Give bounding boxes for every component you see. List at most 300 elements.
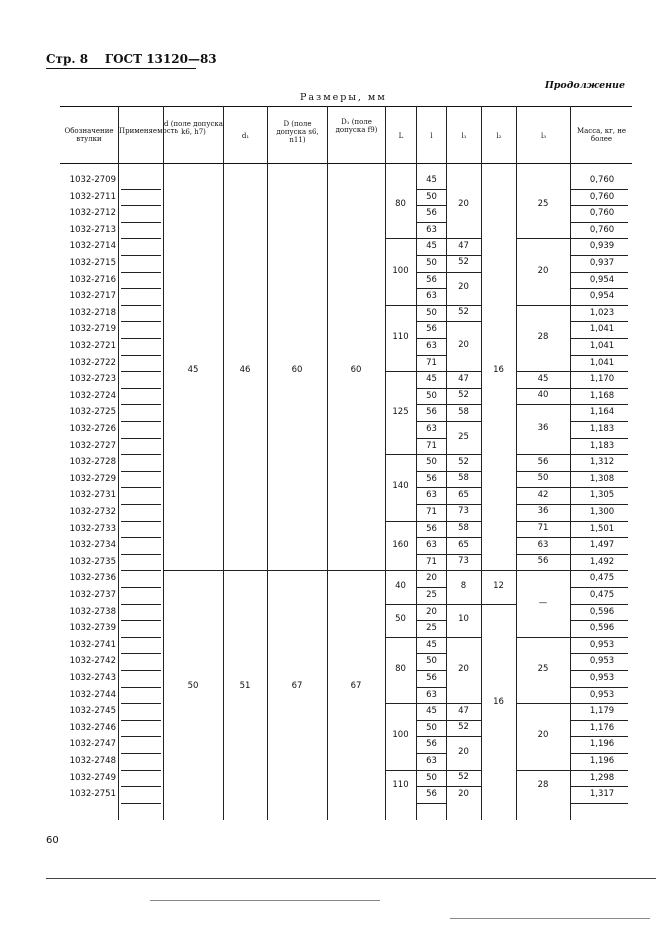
group-rule [385, 570, 416, 571]
mass-cell: 1,170 [589, 374, 615, 385]
header-d1: d₁ [241, 132, 250, 140]
mass-cell: 0,953 [589, 673, 615, 683]
col-divider [327, 106, 328, 820]
group-rule [446, 321, 481, 322]
application-underline [121, 537, 161, 538]
merged-l1-cell: 47 [458, 373, 469, 384]
group-rule [446, 272, 481, 273]
merged-l1-cell: 10 [458, 614, 469, 625]
standard-label: ГОСТ 13120—83 [104, 52, 217, 66]
mass-cell: 1,041 [589, 324, 615, 335]
application-underline [121, 670, 161, 671]
group-rule [516, 637, 570, 638]
l-cell: 25 [426, 623, 437, 634]
merged-l1-cell: 20 [458, 199, 469, 210]
group-rule [446, 703, 481, 704]
application-underline [121, 637, 161, 638]
mass-cell: 1,183 [589, 440, 615, 451]
designation-cell: 1032-2717 [69, 291, 116, 302]
group-rule [446, 471, 481, 472]
l-cell: 45 [426, 374, 437, 385]
mass-cell: 0,596 [589, 606, 615, 617]
merged-D-cell: 60 [291, 365, 303, 376]
merged-l3-cell: 63 [537, 539, 549, 550]
group-rule [446, 255, 481, 256]
merged-l1-cell: 20 [458, 340, 469, 351]
col-divider [163, 106, 164, 820]
application-underline [121, 355, 161, 356]
application-underline [121, 288, 161, 289]
group-rule [267, 570, 327, 571]
designation-cell: 1032-2727 [69, 440, 116, 451]
merged-l2-cell: 16 [493, 697, 504, 708]
application-underline [121, 305, 161, 306]
application-underline [121, 272, 161, 273]
merged-l3-cell: — [538, 597, 548, 608]
merged-l3-cell: 20 [537, 265, 549, 276]
merged-l1-cell: 47 [458, 705, 469, 716]
designation-cell: 1032-2736 [69, 573, 116, 584]
merged-l3-cell: 20 [537, 730, 549, 741]
merged-l2-cell: 16 [493, 365, 504, 376]
group-rule [446, 305, 481, 306]
merged-L-cell: 80 [395, 664, 406, 674]
merged-l1-cell: 52 [458, 456, 469, 467]
designation-cell: 1032-2749 [69, 772, 116, 783]
application-underline [121, 703, 161, 704]
application-underline [121, 753, 161, 754]
application-underline [121, 421, 161, 422]
header-l1: l₁ [461, 132, 467, 140]
col-divider [481, 106, 482, 820]
group-rule [516, 238, 570, 239]
application-underline [121, 454, 161, 455]
group-rule [385, 305, 416, 306]
merged-l3-cell: 56 [537, 556, 549, 567]
group-rule [385, 238, 416, 239]
designation-cell: 1032-2723 [69, 374, 116, 385]
group-rule [481, 570, 516, 571]
group-rule [385, 604, 416, 605]
application-underline [121, 238, 161, 239]
designation-cell: 1032-2746 [69, 722, 116, 733]
application-underline [121, 803, 161, 804]
merged-D1-cell: 60 [350, 365, 362, 376]
l-cell: 50 [426, 656, 437, 667]
l-cell: 63 [426, 224, 437, 235]
mass-cell: 0,596 [589, 623, 615, 634]
group-rule [446, 736, 481, 737]
designation-cell: 1032-2743 [69, 673, 116, 683]
merged-l1-cell: 47 [458, 240, 469, 251]
group-rule [385, 521, 416, 522]
merged-l3-cell: 40 [537, 390, 549, 401]
application-underline [121, 388, 161, 389]
mass-cell: 1,305 [589, 490, 615, 501]
application-underline [121, 504, 161, 505]
mass-cell: 1,179 [589, 706, 615, 717]
l-cell: 50 [426, 191, 437, 202]
l-cell: 50 [426, 390, 437, 401]
col-divider [223, 106, 224, 820]
l-cell: 20 [426, 573, 437, 584]
application-underline [121, 736, 161, 737]
table-top-rule [60, 106, 632, 107]
mass-cell: 0,760 [589, 224, 615, 235]
mass-cell: 1,196 [589, 739, 615, 750]
merged-l3-cell: 71 [537, 522, 549, 533]
designation-cell: 1032-2741 [69, 639, 116, 650]
merged-l1-cell: 52 [458, 771, 469, 782]
header-mass: Масса, кг, не более [576, 127, 627, 143]
application-underline [121, 554, 161, 555]
mass-cell: 1,023 [589, 307, 615, 318]
mass-cell: 0,939 [589, 241, 615, 252]
merged-l2-cell: 12 [493, 581, 504, 591]
designation-cell: 1032-2718 [69, 307, 116, 318]
mass-cell: 0,954 [589, 274, 615, 285]
header-D1: D₁ (поле допуска f9) [335, 118, 378, 134]
l-cell: 45 [426, 706, 437, 717]
designation-cell: 1032-2726 [69, 424, 116, 434]
l-cell: 63 [426, 291, 437, 302]
mass-cell: 0,475 [589, 590, 615, 600]
merged-d1-cell: 46 [239, 365, 251, 376]
mass-cell: 1,164 [589, 407, 615, 418]
merged-l1-cell: 58 [458, 406, 469, 417]
group-rule [385, 454, 416, 455]
mass-cell: 1,501 [589, 523, 615, 534]
mass-cell: 0,953 [589, 656, 615, 667]
group-rule [446, 404, 481, 405]
mass-cell: 1,300 [589, 507, 615, 517]
designation-cell: 1032-2735 [69, 556, 116, 567]
col-divider [570, 106, 571, 820]
l-cell: 45 [426, 639, 437, 650]
group-rule [163, 570, 223, 571]
application-underline [121, 338, 161, 339]
merged-l3-cell: 50 [537, 473, 549, 484]
designation-cell: 1032-2738 [69, 606, 116, 617]
mass-cell: 1,312 [589, 457, 615, 468]
application-underline [121, 471, 161, 472]
group-rule [446, 238, 481, 239]
merged-l3-cell: 25 [537, 664, 549, 674]
group-rule [516, 770, 570, 771]
group-rule [385, 703, 416, 704]
merged-L-cell: 80 [395, 199, 406, 210]
group-rule [446, 554, 481, 555]
col-divider [385, 106, 386, 820]
merged-l1-cell: 20 [458, 664, 469, 674]
designation-cell: 1032-2728 [69, 457, 116, 468]
l-cell: 50 [426, 457, 437, 468]
group-rule [446, 570, 481, 571]
row-rule [416, 803, 446, 804]
mass-cell: 1,041 [589, 357, 615, 368]
designation-cell: 1032-2709 [69, 175, 116, 185]
l-cell: 56 [426, 739, 437, 750]
designation-cell: 1032-2713 [69, 224, 116, 235]
l-cell: 56 [426, 523, 437, 534]
merged-l3-cell: 56 [537, 456, 549, 467]
group-rule [516, 537, 570, 538]
application-underline [121, 620, 161, 621]
application-underline [121, 604, 161, 605]
merged-l1-cell: 52 [458, 307, 469, 318]
merged-l1-cell: 65 [458, 489, 469, 500]
group-rule [327, 570, 385, 571]
group-rule [385, 371, 416, 372]
designation-cell: 1032-2714 [69, 241, 116, 252]
header-L: L [398, 132, 404, 140]
merged-l1-cell: 20 [458, 788, 469, 799]
l-cell: 63 [426, 424, 437, 434]
merged-l3-cell: 36 [537, 423, 549, 434]
merged-l1-cell: 25 [458, 431, 469, 442]
application-underline [121, 222, 161, 223]
group-rule [446, 388, 481, 389]
merged-l3-cell: 28 [537, 780, 549, 791]
application-underline [121, 205, 161, 206]
group-rule [516, 404, 570, 405]
designation-cell: 1032-2724 [69, 390, 116, 401]
mass-cell: 1,041 [589, 341, 615, 351]
l-cell: 56 [426, 274, 437, 285]
l-cell: 56 [426, 407, 437, 418]
l-cell: 45 [426, 241, 437, 252]
group-rule [516, 471, 570, 472]
l-cell: 56 [426, 324, 437, 335]
merged-D-cell: 67 [291, 680, 303, 691]
application-underline [121, 687, 161, 688]
header-l: l [430, 132, 433, 140]
merged-l1-cell: 52 [458, 257, 469, 268]
designation-cell: 1032-2711 [69, 191, 116, 202]
merged-l3-cell: 36 [537, 506, 549, 517]
merged-l1-cell: 73 [458, 556, 469, 567]
header-rule [46, 68, 196, 69]
group-rule [446, 770, 481, 771]
merged-l1-cell: 20 [458, 282, 469, 293]
group-rule [481, 604, 516, 605]
mass-cell: 1,168 [589, 390, 615, 401]
mass-cell: 0,760 [589, 191, 615, 202]
designation-cell: 1032-2742 [69, 656, 116, 667]
l-cell: 45 [426, 175, 437, 185]
l-cell: 50 [426, 258, 437, 268]
l-cell: 63 [426, 689, 437, 700]
l-cell: 71 [426, 357, 437, 368]
l-cell: 63 [426, 540, 437, 551]
designation-cell: 1032-2744 [69, 689, 116, 700]
footer-rule [150, 900, 380, 901]
l-cell: 63 [426, 341, 437, 351]
merged-l1-cell: 73 [458, 506, 469, 517]
merged-L-cell: 40 [395, 581, 406, 591]
header-application: Применяемость [119, 127, 179, 135]
application-underline [121, 587, 161, 588]
mass-cell: 1,308 [589, 473, 615, 484]
mass-cell: 0,953 [589, 689, 615, 700]
mass-cell: 0,760 [589, 208, 615, 219]
group-rule [516, 454, 570, 455]
l-cell: 50 [426, 307, 437, 318]
merged-l3-cell: 42 [537, 489, 549, 500]
designation-cell: 1032-2733 [69, 523, 116, 534]
header-l2: l₂ [496, 132, 502, 140]
designation-cell: 1032-2734 [69, 540, 116, 551]
group-rule [516, 504, 570, 505]
header-D: D (поле допуска s6, n11) [276, 120, 319, 144]
merged-L-cell: 100 [392, 730, 409, 741]
application-underline [121, 653, 161, 654]
designation-cell: 1032-2732 [69, 507, 116, 517]
l-cell: 56 [426, 789, 437, 800]
application-underline [121, 438, 161, 439]
merged-l1-cell: 65 [458, 539, 469, 550]
group-rule [516, 487, 570, 488]
application-underline [121, 321, 161, 322]
merged-L-cell: 160 [392, 539, 409, 550]
group-rule [516, 554, 570, 555]
footer-rule [46, 878, 656, 879]
designation-cell: 1032-2737 [69, 590, 116, 600]
merged-l3-cell: 45 [537, 373, 549, 384]
designation-cell: 1032-2747 [69, 739, 116, 750]
dimensions-title: Размеры, мм [300, 92, 387, 103]
group-rule [385, 637, 416, 638]
group-rule [516, 703, 570, 704]
merged-l1-cell: 20 [458, 747, 469, 757]
l-cell: 56 [426, 473, 437, 484]
page-number: 60 [46, 835, 59, 846]
merged-l3-cell: 25 [537, 199, 549, 210]
designation-cell: 1032-2725 [69, 407, 116, 418]
mass-cell: 0,475 [589, 573, 615, 584]
group-rule [446, 521, 481, 522]
merged-D1-cell: 67 [350, 680, 362, 691]
application-underline [121, 521, 161, 522]
group-rule [446, 637, 481, 638]
merged-l1-cell: 8 [460, 581, 467, 591]
page-label: Стр. 8 [46, 52, 89, 66]
application-underline [121, 570, 161, 571]
group-rule [516, 305, 570, 306]
application-underline [121, 770, 161, 771]
group-rule [446, 537, 481, 538]
footer-rule [450, 918, 650, 919]
designation-cell: 1032-2745 [69, 706, 116, 717]
merged-L-cell: 100 [392, 265, 409, 276]
designation-cell: 1032-2715 [69, 258, 116, 268]
mass-cell: 1,492 [589, 556, 615, 567]
l-cell: 56 [426, 208, 437, 219]
col-divider [267, 106, 268, 820]
application-underline [121, 189, 161, 190]
designation-cell: 1032-2721 [69, 341, 116, 351]
merged-d-cell: 50 [187, 680, 199, 691]
designation-cell: 1032-2719 [69, 324, 116, 335]
application-underline [121, 371, 161, 372]
group-rule [385, 770, 416, 771]
merged-L-cell: 140 [392, 481, 409, 492]
designation-cell: 1032-2751 [69, 789, 116, 800]
row-rule [570, 803, 628, 804]
l-cell: 71 [426, 440, 437, 451]
group-rule [446, 604, 481, 605]
group-rule [516, 371, 570, 372]
designation-cell: 1032-2716 [69, 274, 116, 285]
l-cell: 63 [426, 756, 437, 766]
application-underline [121, 404, 161, 405]
group-rule [223, 570, 267, 571]
l-cell: 71 [426, 507, 437, 517]
l-cell: 56 [426, 673, 437, 683]
merged-L-cell: 110 [392, 780, 409, 791]
merged-l3-cell: 28 [537, 332, 549, 342]
header-d: d (поле допуска k6, h7) [164, 120, 223, 136]
l-cell: 25 [426, 590, 437, 600]
l-cell: 50 [426, 772, 437, 783]
application-underline [121, 487, 161, 488]
designation-cell: 1032-2712 [69, 208, 116, 219]
mass-cell: 1,298 [589, 772, 615, 783]
col-divider [118, 106, 119, 820]
header-designation: Обозначение втулки [64, 127, 114, 143]
group-rule [446, 487, 481, 488]
application-underline [121, 786, 161, 787]
group-rule [446, 504, 481, 505]
merged-L-cell: 50 [395, 614, 406, 625]
mass-cell: 1,497 [589, 540, 615, 551]
mass-cell: 0,760 [589, 175, 615, 185]
mass-cell: 0,937 [589, 258, 615, 268]
merged-l1-cell: 52 [458, 722, 469, 733]
group-rule [446, 720, 481, 721]
group-rule [516, 570, 570, 571]
designation-cell: 1032-2722 [69, 357, 116, 368]
mass-cell: 0,954 [589, 291, 615, 302]
application-underline [121, 255, 161, 256]
l-cell: 63 [426, 490, 437, 501]
group-rule [446, 786, 481, 787]
mass-cell: 1,317 [589, 789, 615, 800]
group-rule [516, 521, 570, 522]
header-l3: l₃ [540, 132, 547, 140]
group-rule [446, 421, 481, 422]
merged-d1-cell: 51 [239, 680, 251, 691]
merged-l1-cell: 52 [458, 390, 469, 401]
mass-cell: 0,953 [589, 639, 615, 650]
group-rule [446, 454, 481, 455]
mass-cell: 1,176 [589, 722, 615, 733]
table-header-rule [60, 163, 632, 164]
group-rule [516, 388, 570, 389]
designation-cell: 1032-2748 [69, 756, 116, 766]
merged-d-cell: 45 [187, 365, 199, 376]
merged-l1-cell: 58 [458, 473, 469, 484]
page-header [46, 52, 217, 66]
l-cell: 20 [426, 606, 437, 617]
designation-cell: 1032-2729 [69, 473, 116, 484]
designation-cell: 1032-2731 [69, 490, 116, 501]
application-underline [121, 720, 161, 721]
mass-cell: 1,196 [589, 756, 615, 766]
l-cell: 71 [426, 556, 437, 567]
group-rule [446, 371, 481, 372]
designation-cell: 1032-2739 [69, 623, 116, 634]
